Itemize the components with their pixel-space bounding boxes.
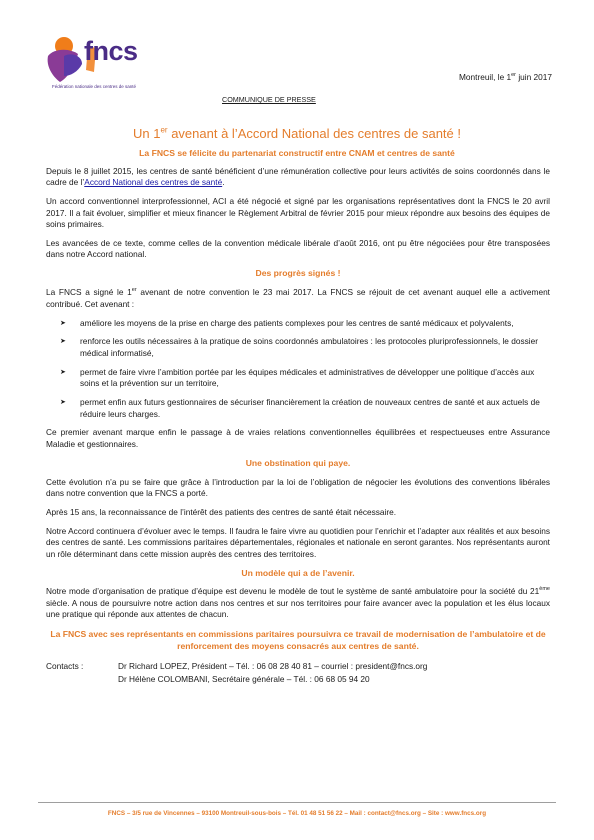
section-heading-obstination: Une obstination qui paye. (245, 457, 351, 468)
list-item: ➤ permet de faire vivre l’ambition portée par les équipes médicales et administratives de développer une politique d’accès aux soins et la prévention sur un territoire, (60, 366, 535, 389)
logo-wordmark: fncs (84, 36, 138, 66)
arrow-bullet-icon: ➤ (60, 368, 66, 376)
contact-secretary: Dr Hélène COLOMBANI, Secrétaire générale – Tél. : 06 68 05 94 20 (118, 674, 370, 685)
section-heading-modele: Un modèle qui a de l’avenir. (241, 567, 355, 578)
arrow-bullet-icon: ➤ (60, 399, 66, 407)
list-item: ➤ renforce les outils nécessaires à la pratique de soins coordonnés ambulatoires : les protocoles pluriprofessionnels, le dossier médical informatisé, (60, 336, 538, 358)
list-item: ➤ permet enfin aux futurs gestionnaires de sécuriser financièrement la création de nouveaux centres de santé et aux actuels de réduire leurs charges. (60, 397, 540, 419)
section1-paragraph-1: La FNCS a signé le 1er avenant de notre convention le 23 mai 2017. La FNCS se réjouit de cet avenant auquel elle a activement contribué. Cet avenant : (46, 287, 550, 309)
document-body (46, 166, 550, 687)
section2-paragraph-1: Cette évolution n’a pu se faire que grâce à l’introduction par la loi de l’obligation de négocier les évolutions des conventions libérales dans notre convention que la FNCS a porté. (46, 476, 550, 499)
contact-president: Dr Richard LOPEZ, Président – Tél. : 06 08 28 40 81 – courriel : president@fncs.org (118, 661, 428, 672)
footer-divider (38, 802, 556, 803)
list-item: ➤ améliore les moyens de la prise en charge des patients complexes pour les centres de santé médicaux et polyvalents, (60, 317, 514, 328)
intro-paragraph-2: Un accord conventionnel interprofessionnel, ACI a été négocié et signé par les organisations représentatives dont la FNCS le 20 avril 2017. Il a fait évoluer, simplifier et mieux financer le Règlement Arbitral de février 2015 pour mieux répondre aux besoins des équipes de soins primaires. (46, 196, 550, 230)
section2-paragraph-3: Notre Accord continuera d’évoluer avec le temps. Il faudra le faire vivre au quotidien pour l’enrichir et l’adapter aux réalités et aux besoins des centres de santé. Les commissions paritaires départementales, régionales et nationale en seront garantes. Nos représentants auront un rôle déterminant dans cette mission auprès des centres des territoires. (46, 525, 550, 559)
section-heading-progres: Des progrès signés ! (255, 268, 341, 279)
intro-paragraph-3: Les avancées de ce texte, comme celles de la convention médicale libérale d’août 2016, ont pu être négociées pour être transposées dans notre Accord national. (46, 238, 550, 260)
accord-national-link[interactable]: Accord National des centres de santé (84, 177, 223, 188)
logo-tagline: Fédération nationale des centres de santé (52, 84, 137, 89)
press-release-label: COMMUNIQUE DE PRESSE (222, 95, 316, 104)
arrow-bullet-icon: ➤ (60, 319, 66, 327)
section1-paragraph-2: Ce premier avenant marque enfin le passage à de vraies relations conventionnelles équilibrées et respectueuses entre Assurance Maladie et gestionnaires. (46, 427, 550, 449)
section3-paragraph-1: Notre mode d’organisation de pratique d’équipe est devenu le modèle de tout le système de santé ambulatoire pour la société du 21ème siècle. A nous de poursuivre notre action dans nos centres et sur nos territoires pour faire avancer avec la population et les élus locaux une pratique qui réponde aux attentes de chacun. (46, 586, 550, 620)
contacts-label: Contacts : (46, 661, 84, 672)
avenant-list (46, 318, 550, 420)
arrow-bullet-icon: ➤ (60, 338, 66, 346)
page-title: Un 1er avenant à l’Accord National des centres de santé ! (133, 125, 461, 141)
intro-paragraph-1: Depuis le 8 juillet 2015, les centres de santé bénéficient d’une rémunération collective pour leurs activités de soins coordonnés dans le cadre de l’Accord National des centres de santé. (46, 166, 550, 188)
closing-statement: La FNCS avec ses représentants en commissions paritaires poursuivra ce travail de modernisation de l’ambulatoire et de renforcement des moyens consacrés aux centres de santé. (50, 629, 546, 652)
section2-paragraph-2: Après 15 ans, la reconnaissance de l’intérêt des patients des centres de santé était nécessaire. (46, 506, 397, 517)
dateline: Montreuil, le 1er juin 2017 (459, 72, 552, 82)
page-subtitle: La FNCS se félicite du partenariat constructif entre CNAM et centres de santé (139, 148, 455, 158)
contacts-block (46, 661, 550, 687)
footer-address: FNCS – 3/5 rue de Vincennes – 93100 Montreuil-sous-bois – Tél. 01 48 51 56 22 – Mail : contact@fncs.org – Site : www.fncs.org (107, 810, 487, 817)
